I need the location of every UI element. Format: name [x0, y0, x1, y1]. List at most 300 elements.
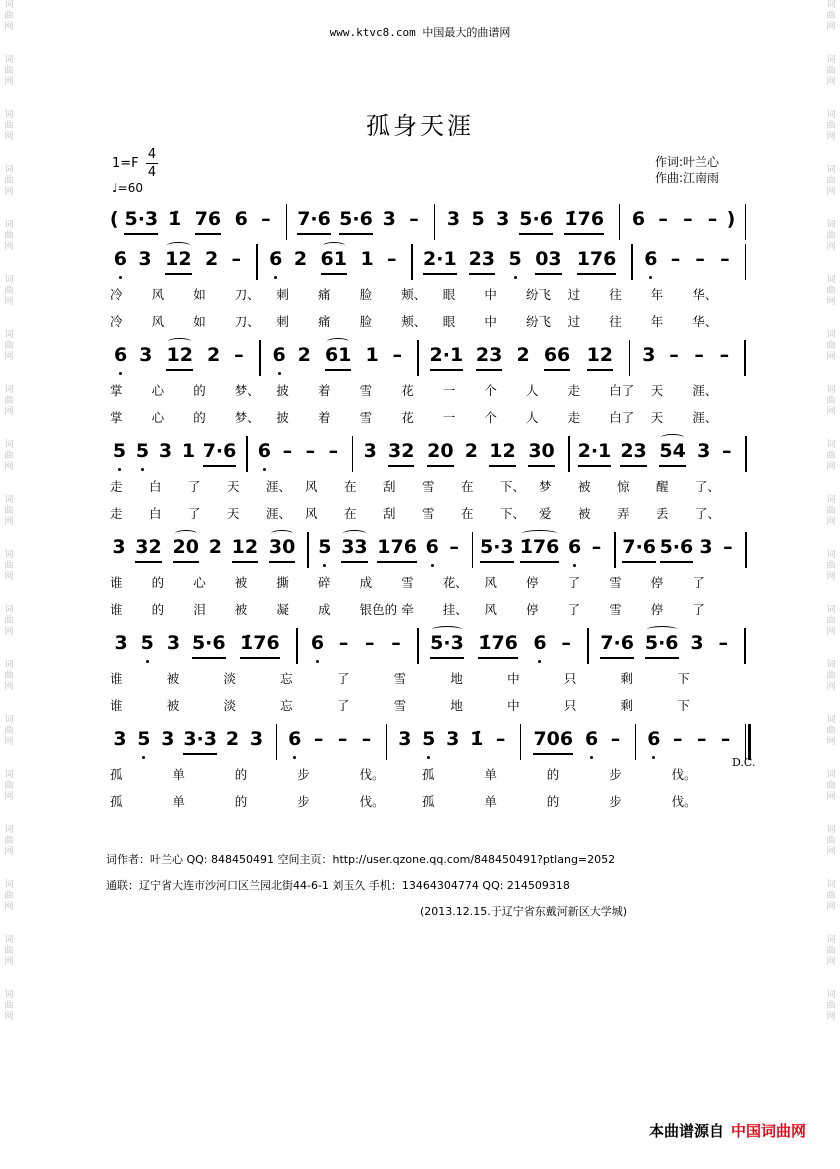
- lyric-syllable: 了、: [695, 506, 721, 521]
- note-token: 12: [166, 344, 193, 366]
- note-token: 6: [647, 728, 661, 750]
- lyric-syllable: 掌: [110, 383, 123, 398]
- notation-row: [0, 724, 840, 756]
- note-token: 2: [208, 536, 222, 558]
- note-token: 3: [446, 208, 461, 230]
- lyric-syllable: 弄: [617, 506, 630, 521]
- time-signature: [146, 146, 158, 181]
- lyric-syllable: 梦、: [234, 410, 260, 425]
- note-token: –: [338, 632, 349, 654]
- beam-underline: [430, 369, 464, 371]
- octave-dot: [142, 756, 145, 759]
- watermark-text: 词曲网: [4, 165, 14, 197]
- note-token: 12: [231, 536, 259, 558]
- notation-row: [0, 244, 840, 276]
- tempo-marking: [112, 181, 143, 195]
- lyric-syllable: 华、: [692, 314, 718, 329]
- lyric-syllable: 在: [344, 479, 357, 494]
- lyric-syllable: 过: [567, 314, 581, 329]
- barline: [256, 244, 258, 280]
- beam-underline: [325, 369, 351, 371]
- lyric-syllable: 步: [297, 794, 310, 809]
- notation-row: [0, 532, 840, 564]
- lyric-syllable: 年: [650, 314, 664, 329]
- lyric-syllable: 了: [567, 602, 581, 617]
- watermark-text: 词曲网: [826, 715, 836, 747]
- lyric-line: [0, 696, 840, 714]
- lyric-syllable: 天: [227, 506, 240, 521]
- lyric-syllable: 泪: [193, 602, 206, 617]
- lyric-syllable: 了、: [695, 479, 721, 494]
- note-token: 2·1: [423, 248, 457, 270]
- note-token: 12: [165, 248, 192, 270]
- barline: [744, 628, 746, 664]
- lyric-syllable: 了: [567, 575, 581, 590]
- octave-dot: [274, 276, 277, 279]
- barline: [631, 244, 633, 280]
- note-token: 5: [471, 208, 485, 230]
- dc-label: D.C.: [732, 756, 756, 769]
- note-token: –: [261, 208, 271, 230]
- lyric-syllable: 梦、: [234, 383, 260, 398]
- beam-underline: [659, 465, 685, 467]
- beam-underline: [388, 465, 414, 467]
- note-token: 3: [138, 248, 152, 270]
- beam-underline: [519, 233, 553, 235]
- barline: [434, 204, 436, 240]
- note-token: 1̇: [168, 208, 182, 230]
- lyric-syllable: 天: [650, 410, 664, 425]
- lyric-syllable: 凝: [276, 602, 289, 617]
- lyric-syllable: 披: [276, 410, 289, 425]
- beam-underline: [476, 369, 502, 371]
- lyric-syllable: 淡: [223, 671, 236, 686]
- beam-underline: [564, 233, 604, 235]
- note-token: 7·6: [202, 440, 237, 462]
- lyric-syllable: 雪: [609, 602, 622, 617]
- lyric-syllable: 一: [442, 410, 456, 425]
- note-token: 5: [508, 248, 522, 270]
- lyric-syllable: 雪: [359, 383, 373, 398]
- lyric-syllable: 刀、: [234, 314, 260, 329]
- note-token: –: [723, 536, 733, 558]
- note-token: 5·6: [659, 536, 694, 558]
- lyric-syllable: 被: [578, 479, 591, 494]
- octave-dot: [573, 564, 576, 567]
- lyric-syllable: 单: [484, 767, 497, 782]
- lyric-line: [0, 600, 840, 618]
- note-token: 3: [113, 728, 127, 750]
- watermark-text: 词曲网: [826, 275, 836, 307]
- composer: 作曲:江南雨: [655, 171, 720, 185]
- note-token: 20: [172, 536, 199, 558]
- lyric-syllable: 雪: [359, 410, 373, 425]
- note-token: 30: [268, 536, 296, 558]
- barline: [745, 532, 747, 568]
- beam-underline: [489, 465, 515, 467]
- note-token: 6: [269, 248, 283, 270]
- note-token: 1̇76: [240, 632, 280, 654]
- slur-arc: [167, 242, 189, 249]
- slur-arc: [522, 530, 558, 537]
- note-token: –: [337, 728, 348, 750]
- slur-arc: [327, 338, 349, 345]
- lyric-syllable: 披: [276, 383, 289, 398]
- lyric-syllable: 伐。: [671, 794, 697, 809]
- barline: [614, 532, 616, 568]
- watermark-text: 词曲网: [4, 440, 14, 472]
- time-bottom: 4: [147, 165, 157, 180]
- lyric-syllable: 谁: [110, 575, 123, 590]
- lyric-syllable: 脸: [359, 314, 373, 329]
- lyric-syllable: 的: [193, 383, 206, 398]
- note-token: 5·6: [519, 208, 553, 230]
- lyric-syllable: 忘: [280, 698, 293, 713]
- note-token: –: [718, 632, 728, 654]
- footer-source-site[interactable]: 中国词曲网: [730, 1122, 806, 1140]
- lyric-syllable: 牵: [401, 602, 414, 617]
- lyric-syllable: 在: [461, 506, 474, 521]
- note-token: 66: [543, 344, 571, 366]
- note-token: 1: [181, 440, 196, 462]
- lyric-syllable: 碎: [318, 575, 331, 590]
- lyric-syllable: 天: [650, 383, 664, 398]
- note-token: 176: [377, 536, 417, 558]
- note-token: 6: [567, 536, 582, 558]
- lyric-syllable: 单: [172, 767, 185, 782]
- footer-source-label: 本曲谱源自: [648, 1122, 724, 1140]
- lyric-syllable: 涯、: [266, 479, 292, 494]
- lyric-syllable: 被: [166, 698, 180, 713]
- lyric-syllable: 刮: [383, 479, 396, 494]
- octave-dot: [141, 468, 144, 471]
- slur-arc: [647, 626, 677, 633]
- key-signature: [112, 156, 139, 171]
- octave-dot: [316, 660, 319, 663]
- lyric-syllable: 的: [151, 575, 165, 590]
- octave-dot: [118, 468, 121, 471]
- note-token: –: [361, 728, 372, 750]
- notation-row: [0, 436, 840, 468]
- note-token: 2: [205, 248, 219, 270]
- lyric-syllable: 的: [234, 794, 248, 809]
- watermark-text: 词曲网: [826, 935, 836, 967]
- note-token: –: [720, 728, 731, 750]
- lyric-syllable: 了: [188, 506, 201, 521]
- note-token: 5·3: [124, 208, 159, 230]
- note-token: 2: [464, 440, 479, 462]
- note-token: 3: [446, 728, 460, 750]
- beam-underline: [577, 273, 617, 275]
- note-token: 1: [365, 344, 379, 366]
- lyric-syllable: 眼: [442, 287, 456, 302]
- final-barline: [748, 724, 751, 760]
- lyric-syllable: 被: [234, 575, 248, 590]
- barline: [352, 436, 354, 472]
- lyric-syllable: 痛: [318, 314, 331, 329]
- beam-underline: [520, 561, 560, 563]
- slur-arc: [323, 242, 345, 249]
- lyric-syllable: 白: [149, 506, 162, 521]
- watermark-text: 词曲网: [4, 880, 14, 912]
- lyric-syllable: 风: [305, 506, 318, 521]
- watermark-text: 词曲网: [4, 385, 14, 417]
- barline: [745, 724, 746, 760]
- note-token: 20: [427, 440, 454, 462]
- lyric-syllable: 刺: [276, 287, 289, 302]
- watermark-text: 词曲网: [4, 110, 14, 142]
- lyric-syllable: 纷飞: [526, 314, 552, 329]
- octave-dot: [538, 660, 541, 663]
- beam-underline: [341, 561, 367, 563]
- watermark-text: 词曲网: [826, 55, 836, 87]
- watermark-text: 词曲网: [4, 0, 14, 32]
- beam-underline: [135, 561, 161, 563]
- note-token: 5: [422, 728, 436, 750]
- beam-underline: [183, 753, 217, 755]
- note-token: 6: [644, 248, 658, 270]
- lyric-line: [0, 381, 840, 399]
- lyric-syllable: 往: [609, 314, 622, 329]
- site-url[interactable]: www.ktvc8.com: [329, 26, 416, 39]
- note-token: 5: [318, 536, 332, 558]
- note-token: –: [391, 632, 401, 654]
- note-token: 3: [382, 208, 396, 230]
- barline: [259, 340, 261, 376]
- watermark-text: 词曲网: [826, 110, 836, 142]
- octave-dot: [119, 372, 122, 375]
- note-token: 1̇76: [478, 632, 518, 654]
- beam-underline: [124, 233, 158, 235]
- note-token: –: [610, 728, 621, 750]
- lyric-line: [0, 408, 840, 426]
- slur-arc: [343, 530, 365, 537]
- lyric-syllable: 花、: [442, 575, 468, 590]
- lyric-syllable: 下、: [500, 479, 526, 494]
- lyric-line: [0, 573, 840, 591]
- watermark-text: 词曲网: [4, 495, 14, 527]
- lyric-syllable: 单: [484, 794, 497, 809]
- note-token: 61: [324, 344, 352, 366]
- notation-row: [0, 628, 840, 660]
- note-token: 6: [234, 208, 248, 230]
- watermark-text: 词曲网: [4, 935, 14, 967]
- note-token: 3: [642, 344, 656, 366]
- watermark-text: 词曲网: [826, 660, 836, 692]
- lyric-syllable: 雪: [393, 698, 407, 713]
- barline: [520, 724, 522, 760]
- beam-underline: [535, 273, 561, 275]
- lyric-syllable: 孤: [422, 767, 435, 782]
- beam-underline: [192, 657, 226, 659]
- slur-arc: [168, 338, 190, 345]
- note-token: 32: [135, 536, 162, 558]
- note-token: 1̇76: [519, 536, 560, 558]
- note-token: –: [694, 344, 704, 366]
- lyric-syllable: 谁: [110, 602, 123, 617]
- lyric-syllable: 天: [227, 479, 240, 494]
- note-token: –: [670, 248, 681, 270]
- note-token: 3: [363, 440, 377, 462]
- lyric-syllable: 刀、: [234, 287, 260, 302]
- lyric-syllable: 下、: [500, 506, 526, 521]
- beam-underline: [480, 561, 514, 563]
- beam-underline: [587, 369, 613, 371]
- lyric-syllable: 下: [677, 698, 690, 713]
- time-top: 4: [147, 147, 157, 162]
- beam-underline: [469, 273, 495, 275]
- lyric-syllable: 走: [567, 383, 581, 398]
- lyric-syllable: 挂、: [442, 602, 468, 617]
- lyric-syllable: 雪: [422, 479, 435, 494]
- note-token: 3: [114, 632, 128, 654]
- beam-underline: [269, 561, 295, 563]
- note-token: 6: [533, 632, 547, 654]
- note-token: –: [449, 536, 459, 558]
- watermark-text: 词曲网: [826, 165, 836, 197]
- note-token: ): [726, 208, 736, 230]
- lyricist: 作词:叶兰心: [655, 155, 720, 169]
- note-token: 3: [158, 440, 173, 462]
- lyric-syllable: 过: [567, 287, 581, 302]
- lyric-syllable: 伐。: [671, 767, 697, 782]
- lyric-line: [0, 312, 840, 330]
- lyric-syllable: 成: [318, 602, 331, 617]
- note-token: 76: [194, 208, 222, 230]
- watermark-text: 词曲网: [4, 275, 14, 307]
- octave-dot: [278, 372, 281, 375]
- note-token: 2·1: [577, 440, 612, 462]
- lyric-syllable: 着: [318, 410, 331, 425]
- note-token: (: [109, 208, 119, 230]
- note-token: 23: [620, 440, 647, 462]
- barline: [307, 532, 309, 568]
- note-token: 5·6: [644, 632, 679, 654]
- beam-underline: [423, 273, 457, 275]
- lyric-syllable: 梦: [539, 479, 552, 494]
- lyric-syllable: 中: [507, 671, 520, 686]
- lyric-syllable: 雪: [422, 506, 435, 521]
- beam-underline: [544, 369, 570, 371]
- lyric-syllable: 白了: [609, 410, 635, 425]
- lyric-syllable: 心: [151, 383, 165, 398]
- lyric-syllable: 被: [166, 671, 180, 686]
- barline: [745, 244, 747, 280]
- lyric-syllable: 雪: [393, 671, 407, 686]
- watermark-text: 词曲网: [826, 440, 836, 472]
- beam-underline: [660, 561, 694, 563]
- key-label: 1=F: [112, 156, 139, 171]
- lyric-syllable: 剩: [620, 671, 634, 686]
- watermark-text: 词曲网: [826, 605, 836, 637]
- lyric-syllable: 风: [151, 287, 165, 302]
- note-token: –: [591, 536, 602, 558]
- lyric-syllable: 惊: [617, 479, 630, 494]
- lyric-syllable: 个: [484, 383, 497, 398]
- octave-dot: [590, 756, 593, 759]
- barline: [286, 204, 288, 240]
- note-token: 7·6: [297, 208, 331, 230]
- lyric-syllable: 走: [110, 479, 123, 494]
- lyric-syllable: 孤: [110, 794, 123, 809]
- note-token: –: [561, 632, 571, 654]
- note-token: 03: [535, 248, 562, 270]
- lyric-syllable: 淡: [223, 698, 236, 713]
- lyric-syllable: 伐。: [359, 767, 385, 782]
- note-token: 3: [161, 728, 175, 750]
- site-header: [0, 24, 840, 40]
- lyric-line: [0, 504, 840, 522]
- lyric-syllable: 丢: [656, 506, 669, 521]
- lyric-syllable: 雪: [401, 575, 414, 590]
- watermark-text: 词曲网: [826, 0, 836, 32]
- lyric-syllable: 步: [297, 767, 310, 782]
- barline: [635, 724, 637, 760]
- barline: [296, 628, 298, 664]
- note-token: 6: [272, 344, 286, 366]
- note-token: 3: [699, 536, 713, 558]
- note-token: 5·6: [191, 632, 226, 654]
- note-token: 5·3: [430, 632, 464, 654]
- watermark-text: 词曲网: [826, 770, 836, 802]
- barline: [587, 628, 589, 664]
- note-token: 1̇: [470, 728, 484, 750]
- note-token: 3: [166, 632, 181, 654]
- note-token: –: [282, 440, 293, 462]
- note-token: –: [707, 208, 718, 230]
- note-token: –: [387, 248, 397, 270]
- note-token: –: [365, 632, 375, 654]
- watermark-text: 词曲网: [4, 220, 14, 252]
- slur-arc: [175, 530, 197, 537]
- lyric-syllable: 眼: [442, 314, 456, 329]
- octave-dot: [649, 276, 652, 279]
- watermark-text: 词曲网: [4, 715, 14, 747]
- note-token: 3: [690, 632, 704, 654]
- note-token: 706: [533, 728, 574, 750]
- note-token: 3: [697, 440, 711, 462]
- beam-underline: [620, 465, 646, 467]
- lyric-syllable: 在: [461, 479, 474, 494]
- lyric-syllable: 一: [442, 383, 456, 398]
- tempo-value: =60: [117, 181, 143, 195]
- lyric-syllable: 地: [450, 698, 463, 713]
- note-token: –: [720, 248, 730, 270]
- watermark-text: 词曲网: [4, 55, 14, 87]
- note-token: 7·6: [622, 536, 657, 558]
- lyric-syllable: 冷: [110, 287, 123, 302]
- lyric-syllable: 个: [484, 410, 497, 425]
- beam-underline: [203, 465, 237, 467]
- note-token: 3·3: [183, 728, 217, 750]
- note-token: 6: [310, 632, 325, 654]
- barline: [745, 204, 747, 240]
- footer-contact: 通联：辽宁省大连市沙河口区兰园北街44-6-1 刘玉久 手机：13464304774 QQ: 214509318: [106, 879, 570, 892]
- barline: [386, 724, 388, 760]
- lyric-syllable: 了: [692, 602, 705, 617]
- note-token: 2: [225, 728, 240, 750]
- note-token: 2: [297, 344, 311, 366]
- octave-dot: [119, 276, 122, 279]
- watermark-text: 词曲网: [826, 880, 836, 912]
- lyric-syllable: 风: [151, 314, 165, 329]
- lyric-syllable: 走: [110, 506, 123, 521]
- lyric-syllable: 心: [193, 575, 206, 590]
- octave-dot: [427, 756, 430, 759]
- note-token: –: [669, 344, 679, 366]
- note-token: –: [721, 440, 732, 462]
- watermark-text: 词曲网: [4, 605, 14, 637]
